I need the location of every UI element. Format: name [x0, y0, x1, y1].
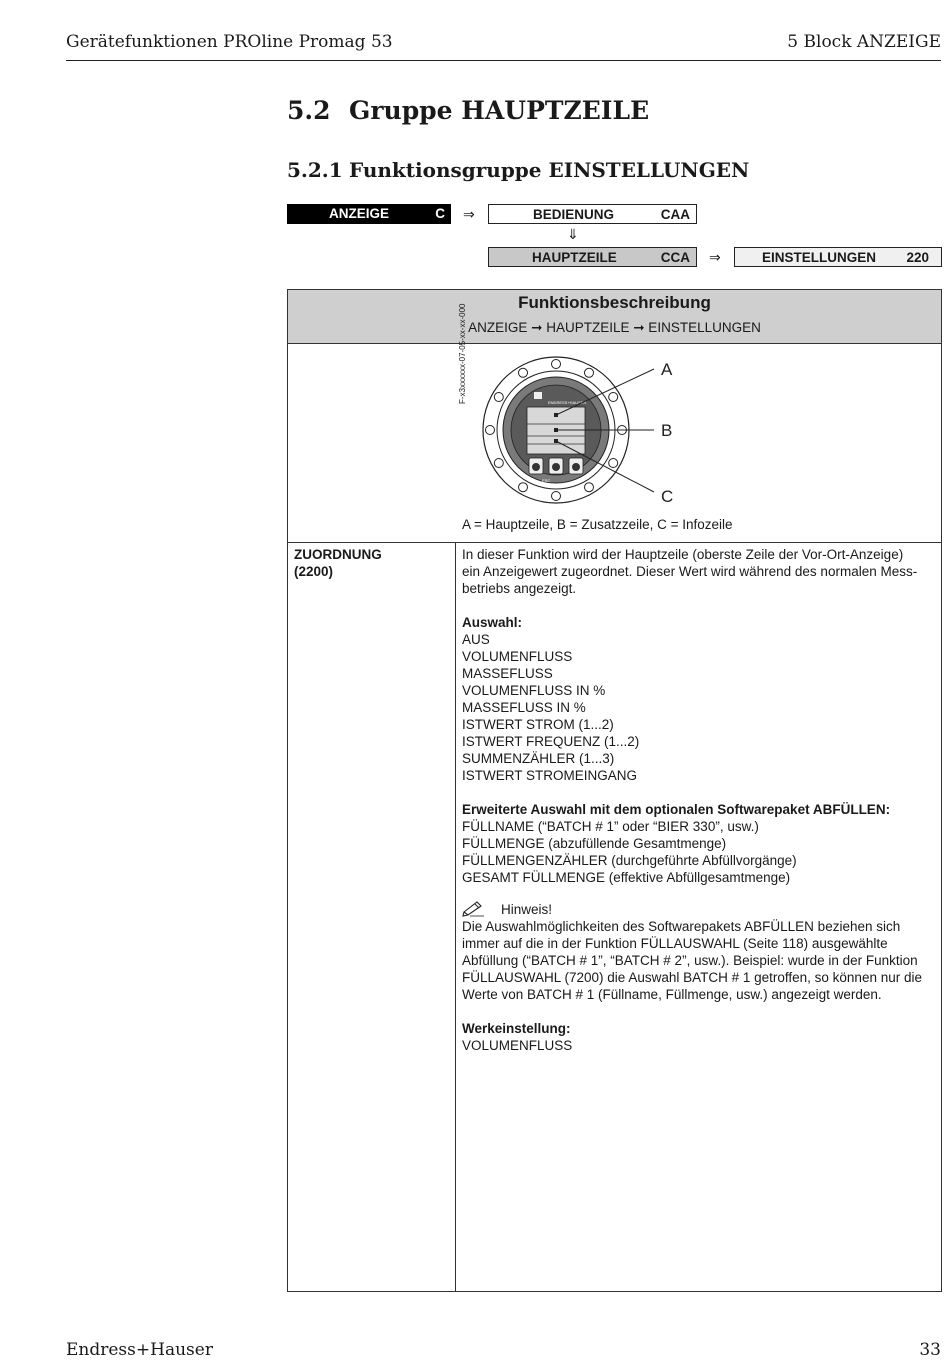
note-line: Die Auswahlmöglichkeiten des Softwarepakets ABFÜLLEN beziehen sich: [462, 919, 901, 934]
arrow-down-icon: ⇓: [567, 226, 579, 242]
description-line: ein Anzeigewert zugeordnet. Dieser Wert wird während des normalen Mess-: [462, 564, 918, 579]
footer-brand: Endress+Hauser: [66, 1340, 213, 1360]
bolt-hole: [552, 360, 561, 369]
bolt-hole: [486, 426, 495, 435]
option-item: MASSEFLUSS IN %: [462, 700, 586, 715]
auswahl-heading: Auswahl:: [462, 615, 523, 630]
nav-group-label: HAUPTZEILE: [532, 250, 617, 265]
figure-code: F-x3xxxxxx-07-05-xx-xx-000: [458, 303, 467, 404]
note-line: Werte von BATCH # 1 (Füllname, Füllmenge, usw.) angezeigt werden.: [462, 987, 882, 1002]
callout-label-c: C: [661, 487, 674, 506]
option-item: SUMMENZÄHLER (1...3): [462, 751, 615, 766]
bolt-hole: [585, 483, 594, 492]
bolt-hole: [585, 368, 594, 377]
header-rule: [66, 60, 941, 61]
table-header: [288, 290, 941, 344]
note-line: immer auf die in der Funktion FÜLLAUSWAHL (Seite 118) ausgewählte: [462, 936, 888, 951]
subsection-title: Funktionsgruppe EINSTELLUNGEN: [349, 158, 750, 182]
extended-options-heading: Erweiterte Auswahl mit dem optionalen Softwarepaket ABFÜLLEN:: [462, 802, 891, 817]
function-name-cell: [288, 543, 456, 1291]
nav-block-code: C: [435, 206, 445, 221]
function-description-table: [287, 289, 942, 1292]
figure-caption: A = Hauptzeile, B = Zusatzzeile, C = Infozeile: [462, 517, 733, 532]
function-description-cell: [456, 543, 941, 1291]
arrow-right-icon: ⇒: [463, 206, 475, 222]
bolt-hole: [609, 459, 618, 468]
option-item: VOLUMENFLUSS IN %: [462, 683, 606, 698]
nav-group-code: CCA: [660, 250, 690, 265]
display-diagram: [288, 344, 941, 514]
option-item: MASSEFLUSS: [462, 666, 553, 681]
nav-group-label: BEDIENUNG: [533, 207, 615, 222]
key-label-text: ESC: [542, 478, 551, 483]
nav-function-group-code: 220: [906, 250, 929, 265]
option-item: ISTWERT FREQUENZ (1...2): [462, 734, 640, 749]
description-line: In dieser Funktion wird der Hauptzeile (oberste Zeile der Vor-Ort-Anzeige): [462, 547, 904, 562]
bolt-hole: [552, 492, 561, 501]
nav-block-label: ANZEIGE: [329, 206, 390, 221]
pencil-note-icon: [462, 899, 486, 917]
bolt-hole: [519, 368, 528, 377]
running-header-title: Gerätefunktionen PROline Promag 53: [66, 32, 393, 52]
description-line: betriebs angezeigt.: [462, 581, 577, 596]
section-number: 5.2: [287, 96, 331, 125]
function-code: (2200): [294, 564, 334, 579]
option-item: VOLUMENFLUSS: [462, 649, 573, 664]
function-name: ZUORDNUNG: [294, 547, 382, 562]
section-title: Gruppe HAUPTZEILE: [349, 96, 650, 125]
bolt-hole: [494, 459, 503, 468]
page-number: 33: [919, 1340, 941, 1360]
callout-label-a: A: [661, 360, 673, 379]
factory-setting-heading: Werkeinstellung:: [462, 1021, 571, 1036]
bolt-hole: [519, 483, 528, 492]
extended-option-item: FÜLLMENGENZÄHLER (durchgeführte Abfüllvorgänge): [462, 853, 797, 868]
bolt-hole: [494, 393, 503, 402]
nav-function-group-einstellungen: [734, 247, 942, 267]
option-item: ISTWERT STROMEINGANG: [462, 768, 638, 783]
note-heading: Hinweis!: [501, 902, 553, 917]
extended-option-item: FÜLLMENGE (abzufüllende Gesamtmenge): [462, 836, 727, 851]
option-item: AUS: [462, 632, 490, 647]
nav-block-anzeige: [287, 204, 451, 224]
nav-group-code: CAA: [660, 207, 690, 222]
nav-function-group-label: EINSTELLUNGEN: [762, 250, 877, 265]
nav-group-bedienung: [488, 204, 697, 224]
extended-option-item: GESAMT FÜLLMENGE (effektive Abfüllgesamtmenge): [462, 870, 791, 885]
option-item: ISTWERT STROM (1...2): [462, 717, 614, 732]
running-header-chapter: 5 Block ANZEIGE: [787, 32, 941, 52]
table-title: Funktionsbeschreibung: [518, 293, 711, 312]
bolt-hole: [609, 393, 618, 402]
note-line: Abfüllung (“BATCH # 1”, “BATCH # 2”, usw.). Beispiel: wurde in der Funktion: [462, 953, 918, 968]
nav-group-hauptzeile: [488, 247, 697, 267]
extended-option-item: FÜLLNAME (“BATCH # 1” oder “BIER 330”, usw.): [462, 819, 759, 834]
factory-setting-value: VOLUMENFLUSS: [462, 1038, 573, 1053]
arrow-right-icon: ⇒: [709, 249, 721, 265]
note-line: FÜLLAUSWAHL (7200) die Auswahl BATCH # 1 getroffen, so können nur die: [462, 970, 922, 985]
housing-brand-text: ENDRESS+HAUSER: [548, 400, 587, 405]
callout-label-b: B: [661, 421, 673, 440]
subsection-number: 5.2.1: [287, 158, 343, 182]
table-path: ANZEIGE ➞ HAUPTZEILE ➞ EINSTELLUNGEN: [468, 320, 761, 335]
